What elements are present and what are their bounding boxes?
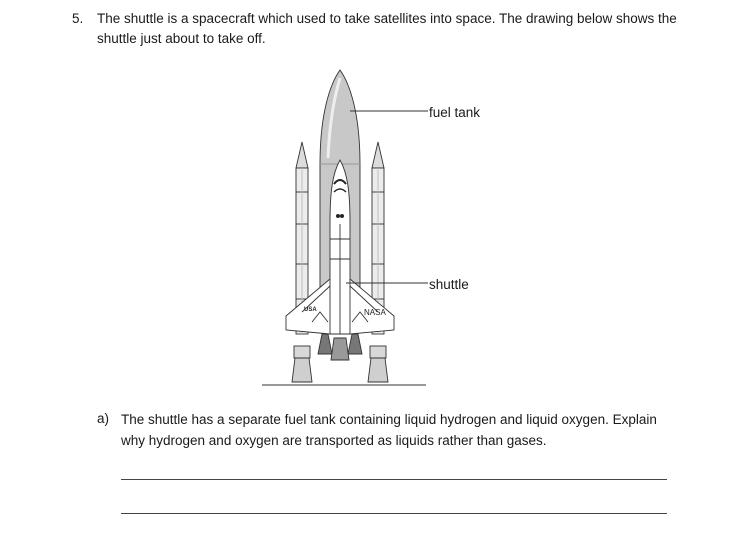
question-text-line-2: shuttle just about to take off.: [97, 31, 266, 46]
part-a-text: [121, 409, 681, 451]
label-fuel-tank: fuel tank: [429, 105, 481, 120]
answer-line-2[interactable]: [121, 513, 667, 514]
question-text-line-1: The shuttle is a spacecraft which used to take satellites into space. The drawing below shows the: [97, 11, 677, 26]
question-text: [97, 9, 707, 49]
left-booster: [292, 142, 312, 382]
part-a-text-line-1: The shuttle has a separate fuel tank containing liquid hydrogen and liquid oxygen. Explain: [121, 412, 657, 427]
question-number: 5.: [72, 11, 84, 26]
part-a-text-line-2: why hydrogen and oxygen are transported as liquids rather than gases.: [121, 433, 547, 448]
answer-line-1[interactable]: [121, 479, 667, 480]
label-shuttle: shuttle: [429, 277, 469, 292]
nasa-marking: NASA: [364, 308, 386, 317]
right-booster: [368, 142, 388, 382]
usa-marking: USA: [304, 307, 317, 313]
part-a-letter: a): [97, 411, 110, 426]
